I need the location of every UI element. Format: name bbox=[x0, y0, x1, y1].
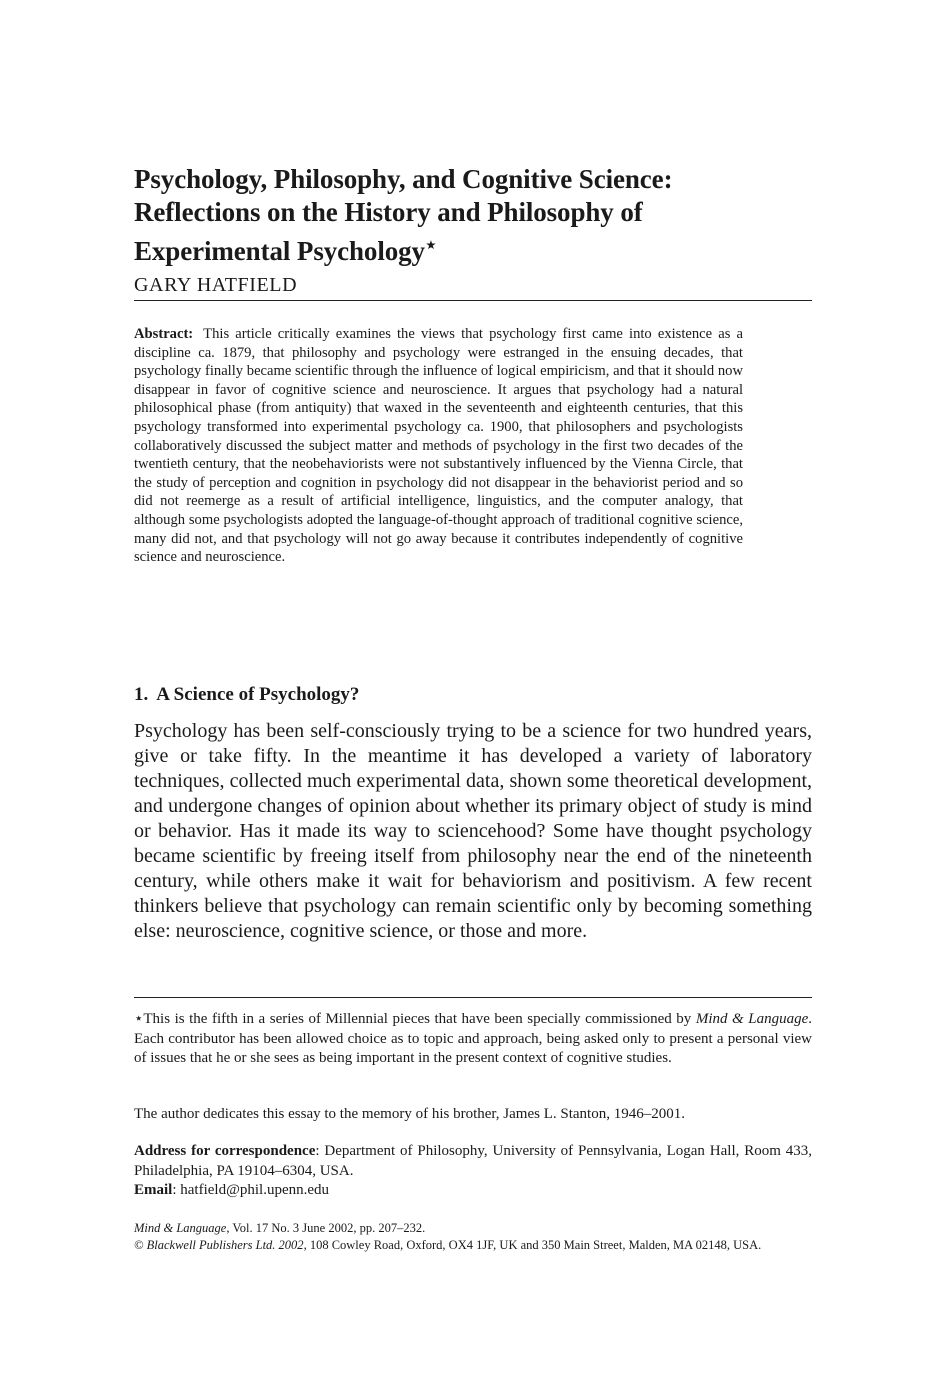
title-divider bbox=[134, 300, 812, 301]
abstract bbox=[134, 325, 743, 567]
journal-info bbox=[134, 1220, 824, 1254]
abstract-label: Abstract: bbox=[134, 326, 194, 342]
correspondence-label: Address for correspondence bbox=[134, 1143, 316, 1159]
dedication: The author dedicates this essay to the memory of his brother, James L. Stanton, 1946–2001. bbox=[134, 1106, 685, 1122]
footnote-star-marker: ⋆ bbox=[424, 235, 437, 256]
footnote-text-after: . Each contributor has been allowed choice as to topic and approach, being asked only to present a personal view of issues that he or she sees as being important in the present context of cognitive studies. bbox=[134, 1011, 812, 1067]
author-name: GARY HATFIELD bbox=[134, 274, 298, 296]
footnote-star: ⋆ bbox=[134, 1011, 144, 1027]
footnote-divider bbox=[134, 997, 812, 998]
email-label: Email bbox=[134, 1182, 173, 1199]
publisher-address: , 108 Cowley Road, Oxford, OX4 1JF, UK and 350 Main Street, Malden, MA 02148, USA. bbox=[303, 1238, 762, 1252]
section-number: 1. bbox=[134, 684, 149, 705]
journal-name: Mind & Language bbox=[134, 1221, 227, 1235]
title-line-3: Experimental Psychology bbox=[134, 236, 425, 266]
correspondence-block bbox=[134, 1142, 812, 1201]
footnote bbox=[134, 1010, 812, 1069]
footnote-text-before: This is the fifth in a series of Millennial pieces that have been specially commissioned by bbox=[143, 1011, 696, 1027]
article-title bbox=[134, 163, 812, 268]
footnote-journal-name: Mind & Language bbox=[695, 1011, 809, 1027]
title-line-1: Psychology, Philosophy, and Cognitive Science: bbox=[134, 164, 673, 194]
abstract-text: This article critically examines the views that psychology first came into existence as a discipline ca. 1879, that philosophy and psychology were estranged in the ensuing decades, that psychology finally became scientific through the influence of logical empiricism, and that it should now disappear in favor of cognitive science and neuroscience. It argues that psychology had a natural philosophical phase (from antiquity) that waxed in the seventeenth and eighteenth centuries, that this psychology transformed into experimental psychology ca. 1900, that philosophers and psychologists collaboratively discussed the subject matter and methods of psychology in the first two decades of the twentieth century, that the neobehaviorists were not substantively influenced by the Vienna Circle, that the study of perception and cognition in psychology did not disappear in the behaviorist period and so did not reemerge as a result of artificial intelligence, linguistics, and the computer analogy, that although some psychologists adopted the language-of-thought approach of traditional cognitive science, many did not, and that psychology will not go away because it contributes independently of cognitive science and neuroscience. bbox=[134, 326, 743, 566]
section-body-paragraph: Psychology has been self-consciously trying to be a science for two hundred years, give or take fifty. In the meantime it has developed a variety of laboratory techniques, collected much experimental data, shown some theoretical development, and undergone changes of opinion about whether its primary object of study is mind or behavior. Has it made its way to sciencehood? Some have thought psychology became scientific by freeing itself from philosophy near the end of the nineteenth century, while others make it wait for behaviorism and positivism. A few recent thinkers believe that psychology can remain scientific only by becoming something else: neuroscience, cognitive science, or those and more. bbox=[134, 720, 812, 942]
copyright-notice: © Blackwell Publishers Ltd. 2002 bbox=[134, 1238, 304, 1252]
email-address: : hatfield@phil.upenn.edu bbox=[172, 1182, 330, 1199]
section-title: A Science of Psychology? bbox=[156, 684, 360, 705]
title-line-2: Reflections on the History and Philosophy of bbox=[134, 197, 643, 227]
section-heading bbox=[134, 684, 359, 706]
journal-citation: , Vol. 17 No. 3 June 2002, pp. 207–232. bbox=[226, 1221, 426, 1235]
correspondence-address: : Department of Philosophy, University of Pennsylvania, Logan Hall, Room 433, Philadelphia, PA 19104–6304, USA. bbox=[134, 1143, 812, 1179]
